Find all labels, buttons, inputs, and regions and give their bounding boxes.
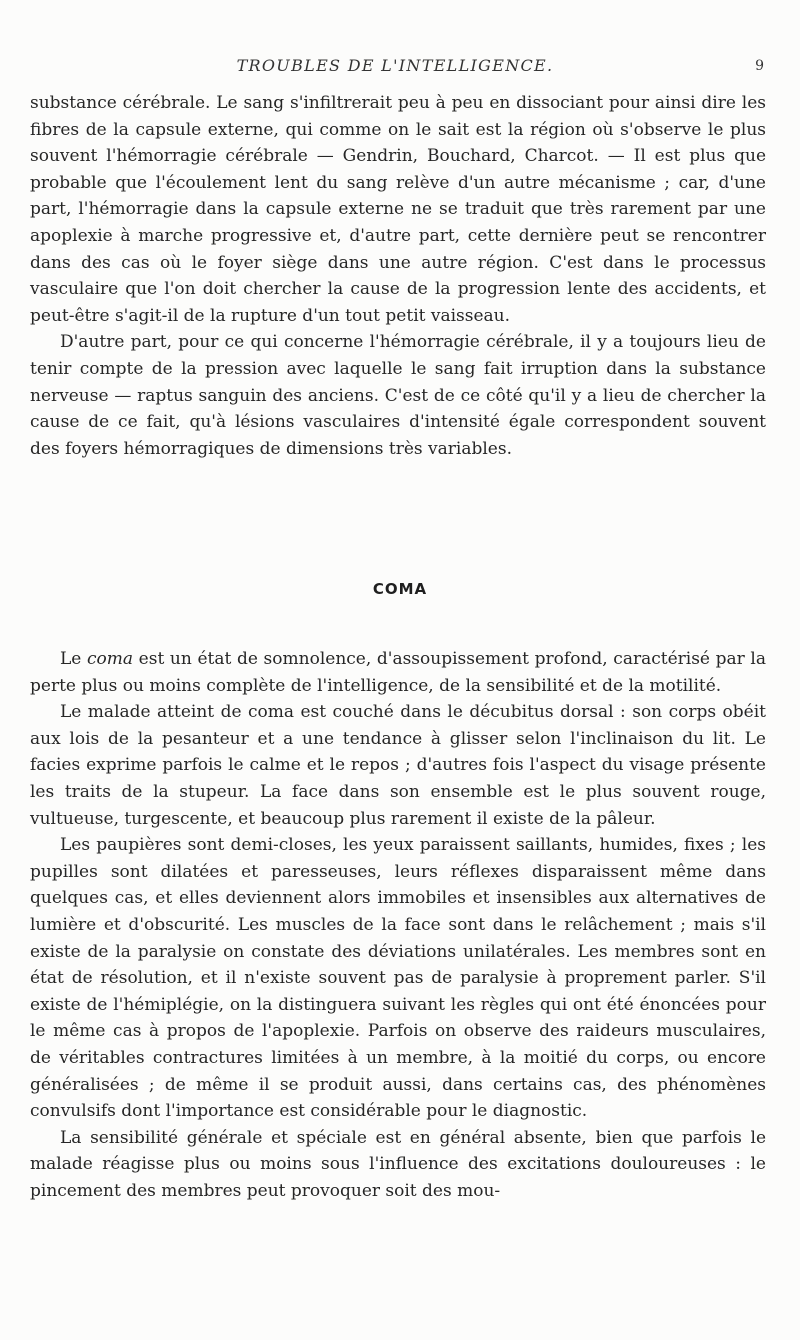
paragraph-rest: est un état de somnolence, d'assoupissement profond, caractérisé par la perte plus ou moins complète de l'intelligence, de la sensibilité et de la motilité. bbox=[30, 649, 766, 696]
section-heading: COMA bbox=[372, 580, 428, 598]
running-title: TROUBLES DE L'INTELLIGENCE. bbox=[236, 56, 554, 75]
bleed-through-texture bbox=[380, 505, 780, 625]
paragraph: La sensibilité générale et spéciale est en général absente, bien que parfois le malade réagisse plus ou moins sous l'influence des excitations douloureuses : le pincement des membres peut provoquer soit des mou- bbox=[30, 1127, 766, 1201]
paragraph: Les paupières sont demi-closes, les yeux paraissent saillants, humides, fixes ; les pupilles sont dilatées et paresseuses, leurs réflexes disparaissent même dans quelques cas, et elles deviennent alors immobiles et insensibles aux alternatives de lumière et d'obscurité. Les muscles de la face sont dans le relâchement ; mais s'il existe de la paralysie on constate des déviations unilatérales. Les membres sont en état de résolution, et il n'existe souvent pas de paralysie à proprement parler. S'il existe de l'hémiplégie, on la distinguera suivant les règles qui ont été énoncées pour le même cas à propos de l'apoplexie. Parfois on observe des raideurs musculaires, de véritables contractures limitées à un membre, à la moitié du corps, ou encore généralisées ; de même il se produit aussi, dans certains cas, des phénomènes convulsifs dont l'importance est considérable pour le diagnostic. bbox=[30, 835, 766, 1122]
paragraph: substance cérébrale. Le sang s'infiltrerait peu à peu en dissociant pour ainsi dire les fibres de la capsule externe, qui comme on le sait est la région où s'observe le plus souvent l'hémorragie cérébrale — Gendrin, Bouchard, Charcot. — Il est plus que probable que l'écoulement lent du sang relève d'un autre mécanisme ; car, d'une part, l'hémorragie dans la capsule externe ne se traduit que très rarement par une apoplexie à marche progressive et, d'autre part, cette dernière peut se rencontrer dans des cas où le foyer siège dans une autre région. C'est dans le processus vasculaire que l'on doit chercher la cause de la progression lente des accidents, et peut-être s'agit-il de la rupture d'un tout petit vaisseau. bbox=[30, 93, 766, 326]
text-block-continued bbox=[30, 90, 766, 462]
running-head bbox=[0, 54, 800, 80]
text-block-coma bbox=[30, 646, 766, 1204]
paragraph-lead: Le bbox=[60, 649, 87, 669]
paragraph-definition bbox=[30, 646, 766, 699]
italic-term: coma bbox=[87, 649, 134, 669]
paragraph: D'autre part, pour ce qui concerne l'hémorragie cérébrale, il y a toujours lieu de tenir compte de la pression avec laquelle le sang fait irruption dans la substance nerveuse — raptus sanguin des anciens. C'est de ce côté qu'il y a lieu de chercher la cause de ce fait, qu'à lésions vasculaires d'intensité égale correspondent souvent des foyers hémorragiques de dimensions très variables. bbox=[30, 332, 766, 459]
paragraph: Le malade atteint de coma est couché dans le décubitus dorsal : son corps obéit aux lois de la pesanteur et a une tendance à glisser selon l'inclinaison du lit. Le facies exprime parfois le calme et le repos ; d'autres fois l'aspect du visage présente les traits de la stupeur. La face dans son ensemble est le plus souvent rouge, vultueuse, turgescente, et beaucoup plus rarement il existe de la pâleur. bbox=[30, 702, 766, 829]
page-number: 9 bbox=[755, 58, 764, 74]
